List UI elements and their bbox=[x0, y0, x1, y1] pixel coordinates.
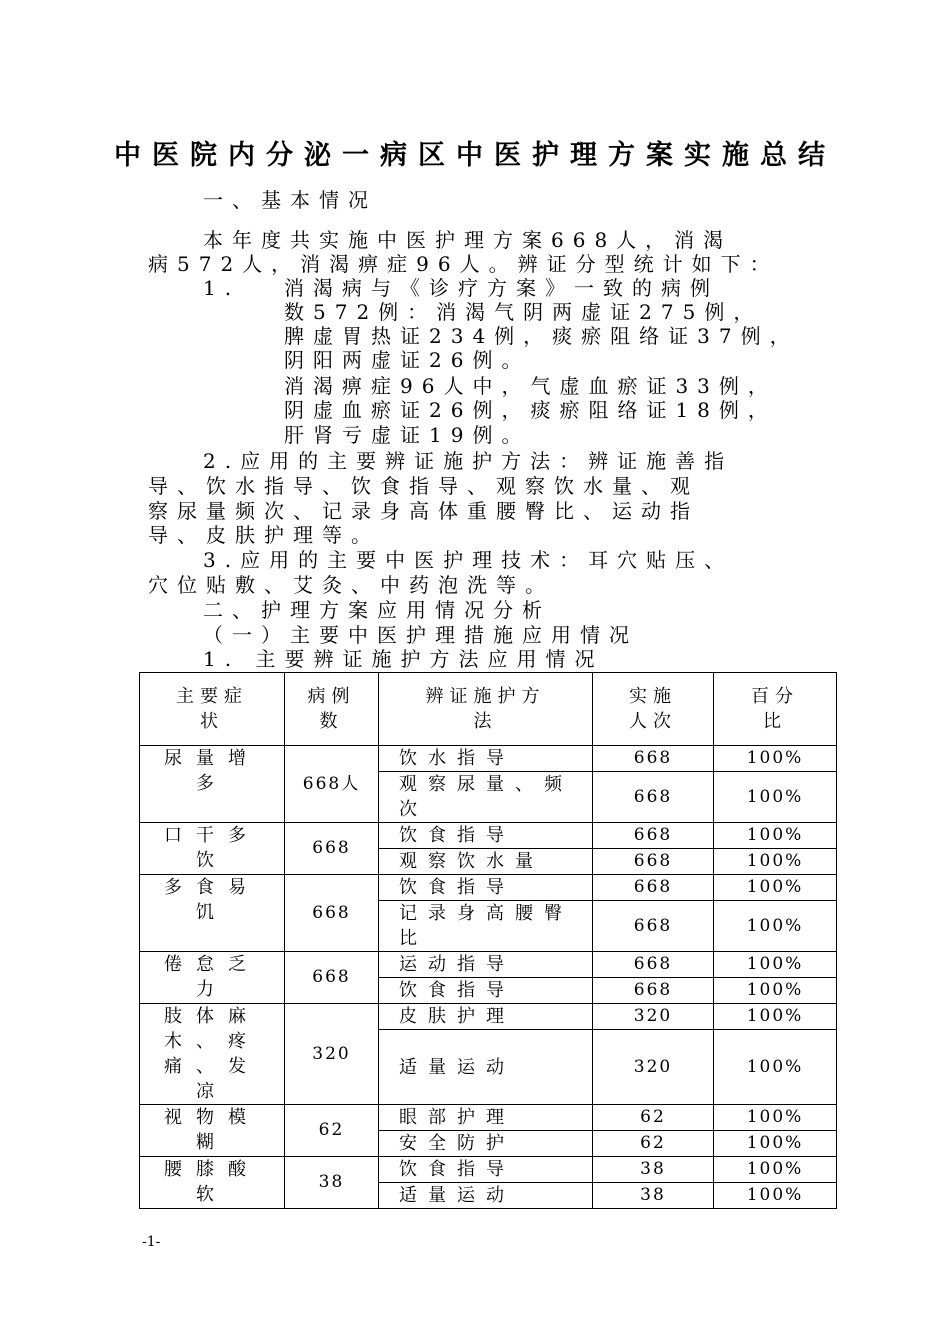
list-line: 肝肾亏虚证19例。 bbox=[284, 423, 531, 447]
percent-cell: 100% bbox=[714, 746, 837, 772]
percent-cell: 100% bbox=[714, 875, 837, 901]
method-cell: 皮肤护理 bbox=[379, 1004, 593, 1030]
table-row bbox=[140, 952, 837, 978]
paragraph-line: 导、皮肤护理等。 bbox=[148, 523, 380, 547]
symptom-cell: 腰膝酸软 bbox=[140, 1157, 285, 1209]
symptom-cell: 视物模糊 bbox=[140, 1105, 285, 1157]
count-cell: 668 bbox=[593, 746, 714, 772]
count-cell: 668 bbox=[593, 901, 714, 952]
count-cell: 668 bbox=[593, 875, 714, 901]
table-row bbox=[140, 823, 837, 849]
percent-cell: 100% bbox=[714, 1030, 837, 1105]
percent-cell: 100% bbox=[714, 1131, 837, 1157]
method-cell: 饮食指导 bbox=[379, 978, 593, 1004]
method-cell: 观察尿量、频次 bbox=[379, 772, 593, 823]
count-cell: 62 bbox=[593, 1131, 714, 1157]
count-cell: 668 bbox=[593, 978, 714, 1004]
percent-cell: 100% bbox=[714, 849, 837, 875]
subsection-heading: （一）主要中医护理措施应用情况 bbox=[203, 623, 638, 647]
paragraph-line: 导、饮水指导、饮食指导、观察饮水量、观 bbox=[148, 474, 699, 498]
method-cell: 饮食指导 bbox=[379, 1157, 593, 1183]
paragraph-line: 本年度共实施中医护理方案668人，消渴 bbox=[203, 228, 733, 252]
header-count: 实施 人次 bbox=[593, 673, 714, 746]
count-cell: 668 bbox=[593, 772, 714, 823]
method-cell: 适量运动 bbox=[379, 1183, 593, 1209]
method-cell: 安全防护 bbox=[379, 1131, 593, 1157]
symptom-cell: 倦怠乏力 bbox=[140, 952, 285, 1004]
count-cell: 668 bbox=[593, 952, 714, 978]
list-line: 消渴病与《诊疗方案》一致的病例 bbox=[284, 276, 719, 300]
table-header-row bbox=[140, 673, 837, 746]
paragraph-line: 穴位贴敷、艾灸、中药泡洗等。 bbox=[148, 573, 554, 597]
subsection-item-heading: 1. 主要辨证施护方法应用情况 bbox=[203, 647, 604, 671]
method-cell: 观察饮水量 bbox=[379, 849, 593, 875]
paragraph-line: 3.应用的主要中医护理技术：耳穴贴压、 bbox=[203, 548, 734, 572]
method-cell: 记录身高腰臀比 bbox=[379, 901, 593, 952]
cases-cell: 62 bbox=[285, 1105, 379, 1157]
percent-cell: 100% bbox=[714, 952, 837, 978]
percent-cell: 100% bbox=[714, 901, 837, 952]
cases-cell: 668 bbox=[285, 952, 379, 1004]
count-cell: 320 bbox=[593, 1030, 714, 1105]
list-line: 阴阳两虚证26例。 bbox=[284, 348, 531, 372]
header-cases: 病例 数 bbox=[285, 673, 379, 746]
method-cell: 运动指导 bbox=[379, 952, 593, 978]
percent-cell: 100% bbox=[714, 823, 837, 849]
percent-cell: 100% bbox=[714, 1157, 837, 1183]
paragraph-line: 病572人，消渴痹症96人。辨证分型统计如下： bbox=[148, 252, 779, 276]
paragraph-line: 察尿量频次、记录身高体重腰臀比、运动指 bbox=[148, 499, 699, 523]
symptom-cell: 多食易饥 bbox=[140, 875, 285, 952]
table-row bbox=[140, 746, 837, 772]
count-cell: 668 bbox=[593, 849, 714, 875]
symptom-cell: 尿量增多 bbox=[140, 746, 285, 823]
count-cell: 668 bbox=[593, 823, 714, 849]
method-cell: 眼部护理 bbox=[379, 1105, 593, 1131]
header-symptom: 主要症 状 bbox=[140, 673, 285, 746]
count-cell: 62 bbox=[593, 1105, 714, 1131]
page-number: -1- bbox=[142, 1234, 161, 1250]
cases-cell: 668人 bbox=[285, 746, 379, 823]
list-number: 1. bbox=[203, 276, 241, 300]
symptom-cell: 肢体麻木、疼痛、发凉 bbox=[140, 1004, 285, 1105]
header-percent: 百分 比 bbox=[714, 673, 837, 746]
table-row bbox=[140, 1157, 837, 1183]
methods-table bbox=[139, 672, 837, 1209]
count-cell: 320 bbox=[593, 1004, 714, 1030]
percent-cell: 100% bbox=[714, 1183, 837, 1209]
method-cell: 适量运动 bbox=[379, 1030, 593, 1105]
list-line: 数572例：消渴气阴两虚证275例， bbox=[284, 300, 763, 324]
document-title: 中医院内分泌一病区中医护理方案实施总结 bbox=[114, 140, 836, 171]
list-line: 脾虚胃热证234例，痰瘀阻络证37例， bbox=[284, 324, 799, 348]
method-cell: 饮水指导 bbox=[379, 746, 593, 772]
list-line: 阴虚血瘀证26例，痰瘀阻络证18例， bbox=[284, 398, 777, 422]
table-row bbox=[140, 875, 837, 901]
cases-cell: 320 bbox=[285, 1004, 379, 1105]
percent-cell: 100% bbox=[714, 772, 837, 823]
percent-cell: 100% bbox=[714, 1004, 837, 1030]
header-method: 辨证施护方 法 bbox=[379, 673, 593, 746]
list-line: 消渴痹症96人中，气虚血瘀证33例， bbox=[284, 374, 777, 398]
paragraph-line: 2.应用的主要辨证施护方法：辨证施善指 bbox=[203, 449, 734, 473]
cases-cell: 668 bbox=[285, 823, 379, 875]
method-cell: 饮食指导 bbox=[379, 875, 593, 901]
cases-cell: 38 bbox=[285, 1157, 379, 1209]
section2-heading: 二、护理方案应用情况分析 bbox=[203, 598, 551, 622]
percent-cell: 100% bbox=[714, 1105, 837, 1131]
symptom-cell: 口干多饮 bbox=[140, 823, 285, 875]
count-cell: 38 bbox=[593, 1157, 714, 1183]
count-cell: 38 bbox=[593, 1183, 714, 1209]
method-cell: 饮食指导 bbox=[379, 823, 593, 849]
section1-heading: 一、基本情况 bbox=[203, 188, 377, 212]
cases-cell: 668 bbox=[285, 875, 379, 952]
percent-cell: 100% bbox=[714, 978, 837, 1004]
table-row bbox=[140, 1004, 837, 1030]
table-row bbox=[140, 1105, 837, 1131]
